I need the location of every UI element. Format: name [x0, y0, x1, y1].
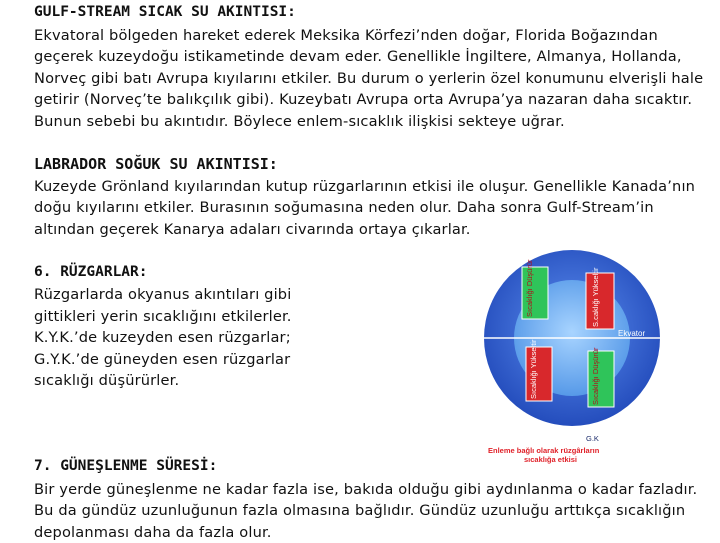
labrador-heading: LABRADOR SOĞUK SU AKINTISI: — [34, 155, 278, 173]
south-pole-label: G.K — [586, 434, 599, 443]
winds-heading: 6. RÜZGARLAR: — [34, 264, 148, 280]
nw-label: Sıcaklığı Düşürür — [525, 259, 534, 317]
sw-label: Sıcaklığı Yükseltir — [529, 339, 538, 399]
sunshine-paragraph: Bir yerde güneşlenme ne kadar fazla ise, bakıda olduğu gibi aydınlanma o kadar fazladır. Bu da gündüz uzunluğunun fazla olmasına bağlıdır. Gündüz uzunluğu arttıkça sıcaklığın depolanması daha da fazla olur. — [34, 481, 698, 541]
se-label: Sıcaklığı Düşürür — [591, 347, 600, 405]
wind-temperature-figure — [480, 247, 672, 464]
gulf-stream-heading: GULF-STREAM SICAK SU AKINTISI: — [34, 4, 296, 20]
ne-label: S.caklığı Yükseltir — [591, 267, 600, 327]
winds-paragraph: Rüzgarlarda okyanus akıntıları gibi gittikleri yerin sıcaklığını etkilerler. K.Y.K.’de kuzeyden esen rüzgarlar; G.Y.K.’de güneyden esen rüzgarlar sıcaklığı düşürürler. — [34, 286, 292, 389]
ekvator-label: Ekvator — [618, 329, 646, 338]
sunshine-heading: 7. GÜNEŞLENME SÜRESİ: — [34, 458, 218, 474]
figure-caption-line2: sıcaklığa etkisi — [524, 455, 577, 464]
labrador-paragraph: Kuzeyde Grönland kıyılarından kutup rüzgarlarının etkisi ile oluşur. Genellikle Kanada’nın doğu kıyılarını etkiler. Burasının soğumasına neden olur. Daha sonra Gulf-Stream’in altından geçerek Kanarya adaları civarında ortaya çıkarlar. — [34, 178, 696, 238]
gulf-stream-paragraph: Ekvatoral bölgeden hareket ederek Meksika Körfezi’nden doğar, Florida Boğazından geçerek kuzeydoğu istikametinde devam eder. Genellikle İngiltere, Almanya, Hollanda, Norveç gibi batı Avrupa kıyılarını etkiler. Bu durum o yerlerin özel konumunu elverişli hale getirir (Norveç’te balıkçılık gibi). Kuzeybatı Avrupa orta Avrupa’ya nazaran daha sıcaktır. Bunun sebebi bu akıntıdır. Böylece enlem-sıcaklık ilişkisi sekteye uğrar. — [34, 27, 704, 130]
figure-caption-line1: Enleme bağlı olarak rüzgârların — [488, 446, 600, 455]
wind-diagram-svg — [480, 247, 672, 464]
